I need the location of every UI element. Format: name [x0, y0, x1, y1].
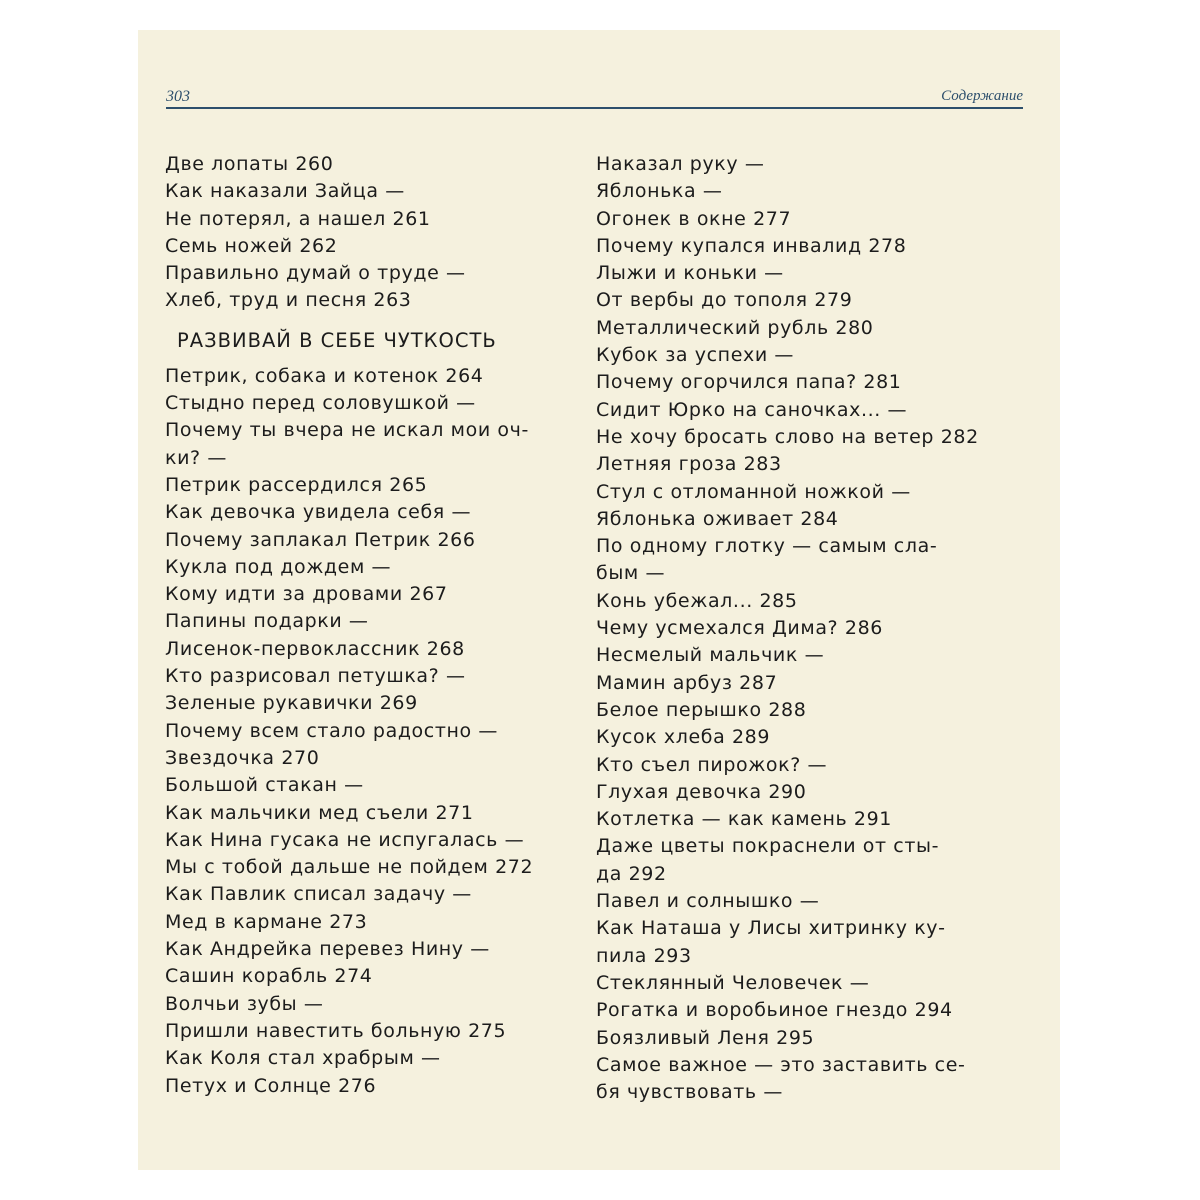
toc-entry: Правильно думай о труде — — [165, 262, 466, 285]
toc-entry: Кому идти за дровами 267 — [165, 583, 448, 606]
book-page — [138, 30, 1060, 1170]
toc-entry: Почему ты вчера не искал мои оч- — [165, 419, 529, 442]
toc-entry: Конь убежал... 285 — [596, 589, 798, 612]
toc-entry: Как мальчики мед съели 271 — [165, 801, 474, 824]
running-head: Содержание — [941, 88, 1023, 104]
toc-entry: Как Павлик списал задачу — — [165, 883, 472, 906]
toc-entry: Петрик рассердился 265 — [165, 473, 428, 496]
toc-entry: Как Коля стал храбрым — — [165, 1047, 441, 1070]
toc-entry: пила 293 — [596, 944, 692, 967]
toc-entry: Большой стакан — — [165, 774, 364, 797]
toc-entry: Как Андрейка перевез Нину — — [165, 938, 490, 961]
toc-entry: Хлеб, труд и песня 263 — [165, 289, 412, 312]
toc-entry: Сидит Юрко на саночках... — — [596, 398, 908, 421]
toc-entry: Стеклянный Человечек — — [596, 971, 870, 994]
toc-entry: Мед в кармане 273 — [165, 910, 368, 933]
toc-entry: Как наказали Зайца — — [165, 180, 405, 203]
toc-entry: Лыжи и коньки — — [596, 262, 784, 285]
toc-right-column — [596, 151, 979, 1106]
toc-entry: Чему усмехался Дима? 286 — [596, 617, 883, 640]
toc-entry: Рогатка и воробьиное гнездо 294 — [596, 999, 953, 1022]
toc-entry: Самое важное — это заставить се- — [596, 1053, 966, 1076]
toc-entry: Не хочу бросать слово на ветер 282 — [596, 425, 979, 448]
toc-entry: Две лопаты 260 — [165, 153, 334, 175]
toc-entry: Павел и солнышко — — [596, 890, 820, 913]
toc-entry: Наказал руку — — [596, 153, 765, 175]
toc-left-column — [165, 151, 535, 1100]
toc-entry: Металлический рубль 280 — [596, 316, 874, 339]
toc-entry: Не потерял, а нашел 261 — [165, 207, 431, 230]
toc-entry: Семь ножей 262 — [165, 234, 338, 257]
toc-entry: Волчьи зубы — — [165, 992, 324, 1015]
toc-entry: Яблонька оживает 284 — [596, 507, 839, 530]
toc-entry: Зеленые рукавички 269 — [165, 692, 418, 715]
toc-entry: Почему купался инвалид 278 — [596, 234, 907, 257]
toc-entry: От вербы до тополя 279 — [596, 289, 853, 312]
toc-entry: Стул с отломанной ножкой — — [596, 480, 911, 503]
toc-entry: Папины подарки — — [165, 610, 369, 633]
toc-entry: Несмелый мальчик — — [596, 644, 825, 667]
toc-entry: Почему заплакал Петрик 266 — [165, 528, 476, 551]
toc-entry: Стыдно перед соловушкой — — [165, 392, 476, 415]
toc-entry: Кто разрисовал петушка? — — [165, 665, 466, 688]
toc-entry: да 292 — [596, 862, 667, 885]
toc-entry: Глухая девочка 290 — [596, 780, 807, 803]
toc-entry: Даже цветы покраснели от сты- — [596, 835, 940, 858]
header-rule — [166, 107, 1023, 109]
toc-entry: Кусок хлеба 289 — [596, 726, 771, 749]
toc-entry: Боязливый Леня 295 — [596, 1026, 815, 1049]
toc-entry: Мамин арбуз 287 — [596, 671, 778, 694]
toc-entry: Как Нина гусака не испугалась — — [165, 828, 525, 851]
toc-entry: Сашин корабль 274 — [165, 965, 373, 988]
toc-entry: бя чувствовать — — [596, 1081, 783, 1104]
toc-entry: По одному глотку — самым сла- — [596, 535, 938, 558]
toc-entry: Котлетка — как камень 291 — [596, 808, 892, 831]
toc-entry: Пришли навестить больную 275 — [165, 1019, 507, 1042]
section-heading: РАЗВИВАЙ В СЕБЕ ЧУТКОСТЬ — [177, 328, 497, 352]
toc-entry: Петрик, собака и котенок 264 — [165, 364, 484, 387]
toc-entry: Как девочка увидела себя — — [165, 501, 472, 524]
toc-entry: Почему всем стало радостно — — [165, 719, 498, 742]
toc-entry: Белое перышко 288 — [596, 698, 807, 721]
toc-entry: Звездочка 270 — [165, 746, 320, 769]
toc-entry: Огонек в окне 277 — [596, 207, 792, 230]
toc-entry: Петух и Солнце 276 — [165, 1074, 377, 1097]
toc-entry: бым — — [596, 562, 666, 585]
toc-entry: ки? — — [165, 446, 227, 469]
toc-entry: Как Наташа у Лисы хитринку ку- — [596, 917, 946, 940]
page-number: 303 — [166, 88, 190, 105]
toc-entry: Яблонька — — [596, 180, 723, 203]
toc-entry: Почему огорчился папа? 281 — [596, 371, 902, 394]
toc-entry: Кубок за успехи — — [596, 344, 795, 367]
toc-entry: Кто съел пирожок? — — [596, 753, 828, 776]
toc-entry: Мы с тобой дальше не пойдем 272 — [165, 856, 534, 879]
toc-entry: Кукла под дождем — — [165, 555, 392, 578]
toc-entry: Летняя гроза 283 — [596, 453, 782, 476]
toc-entry: Лисенок-первоклассник 268 — [165, 637, 465, 660]
